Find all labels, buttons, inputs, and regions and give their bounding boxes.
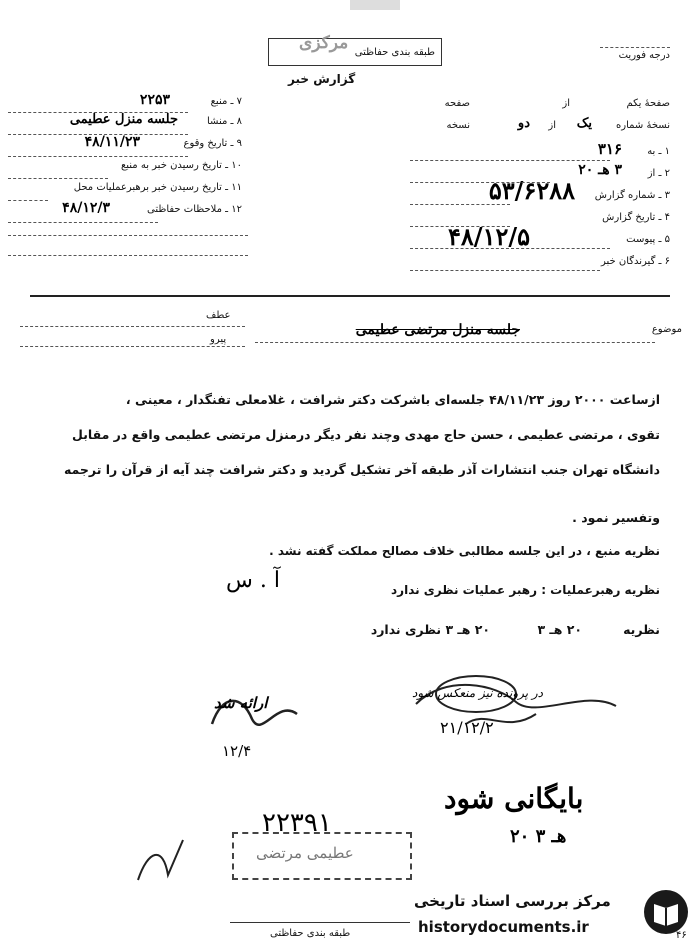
field-7-value: ۲۲۵۳: [139, 92, 170, 108]
final-opinion-code: ۲۰ هـ ۳: [537, 622, 582, 637]
right-line-3: [410, 204, 510, 205]
footer-separator: [230, 922, 410, 923]
top-smudge: [350, 0, 400, 10]
copy-info-row: [390, 116, 670, 134]
right-line-4: [410, 226, 510, 227]
left-fields: [0, 92, 250, 272]
field-1-value: ۳۱۶: [597, 140, 622, 158]
field-4-label: ۴ ـ تاریخ گزارش: [602, 212, 670, 223]
body-line-2: تقوی ، مرتضی عطیمی ، حسن حاج مهدی وچند نفر دیگر درمنزل مرتضی عطیمی واقع در مقابل: [72, 427, 660, 442]
classification-top: طبقه بندی حفاظتی: [354, 47, 435, 58]
left-line-5: [8, 200, 48, 201]
peyro-line: [20, 346, 245, 347]
left-line-8: [8, 255, 248, 256]
final-opinion-label: نظریه: [623, 622, 660, 637]
field-10-label: ۱۰ ـ تاریخ رسیدن خبر به منبع: [120, 160, 242, 171]
bottom-stamp-box: [232, 832, 412, 880]
urgency-label: درجه فوریت: [618, 50, 670, 61]
report-title: گزارش خبر: [288, 72, 356, 86]
copy-label: نسخهٔ شماره: [616, 120, 670, 131]
subject-line: [255, 342, 655, 343]
logo-url: historydocuments.ir: [418, 918, 589, 936]
left-line-7: [8, 235, 248, 236]
body-line-1: ازساعت ۲۰۰۰ روز ۴۸/۱۱/۲۳ جلسه‌ای باشرکت دکتر شرافت ، غلامعلی تفنگدار ، معینی ،: [125, 392, 660, 407]
bottom-stamp-text: عطیمی مرتضی: [256, 844, 354, 862]
left-line-2: [8, 134, 188, 135]
page-info-row: [390, 98, 670, 112]
signature-left: [202, 684, 312, 744]
main-separator: [30, 295, 670, 297]
field-8-value: جلسه منزل عطیمی: [69, 112, 178, 127]
signature-right-date: ۲۱/۱۲/۲: [440, 718, 494, 737]
archive-code: ۲۰ هـ ۳: [510, 826, 567, 847]
body-line-4: وتفسیر نمود .: [572, 510, 660, 525]
copy-total: دو: [517, 116, 530, 131]
footer-page-code: ۴۶: [676, 930, 687, 941]
urgency-line: [600, 47, 670, 48]
leader-opinion: نظریه رهبرعملیات : رهبر عملیات نظری ندارد: [391, 583, 660, 597]
archive-instruction: بایگانی شود: [444, 782, 584, 815]
page-word: صفحه: [444, 98, 470, 109]
right-line-1: [410, 160, 610, 161]
leader-handwriting: آ . س: [226, 568, 280, 593]
scribble-bottom-left: [128, 830, 198, 890]
signature-right-text: در پرونده نیز منعکس شود: [412, 686, 544, 700]
field-1-label: ۱ ـ به: [647, 146, 670, 157]
signature-left-text: ارائه شد: [214, 694, 268, 712]
source-opinion: نظریه منبع ، در این جلسه مطالبی خلاف مصالح مملکت گفته نشد .: [269, 544, 660, 558]
final-opinion-text: ۲۰ هـ ۳ نظری ندارد: [370, 622, 490, 637]
field-5-label: ۵ ـ پیوست: [626, 234, 670, 245]
peyro-label: پیرو: [210, 334, 227, 345]
field-8-label: ۸ ـ منشا: [206, 116, 242, 127]
page-of: از: [562, 98, 570, 109]
field-4-value: ۴۸/۱۲/۵: [448, 222, 530, 251]
field-2-value: ۳ هـ ۲۰: [578, 162, 622, 178]
body-line-3: دانشگاه تهران جنب انتشارات آذر طبقه آخر تشکیل گردید و دکتر شرافت چند آیه از قرآن را ترجمه: [63, 462, 660, 477]
field-6-label: ۶ ـ گیرندگان خبر: [600, 256, 670, 267]
left-line-6: [8, 222, 158, 223]
logo-book-icon: [642, 888, 690, 936]
field-2-label: ۲ ـ از: [647, 168, 670, 179]
right-line-2: [410, 182, 550, 183]
right-line-6: [410, 270, 600, 271]
signature-left-date: ۱۲/۴: [222, 742, 252, 760]
subject-value: جلسه منزل مرتضی عطیمی: [355, 322, 520, 338]
field-9-label: ۹ ـ تاریخ وقوع: [183, 138, 242, 149]
copy-value: یک: [576, 116, 592, 131]
atf-label: عطف: [206, 310, 231, 321]
copy-of: از: [548, 120, 556, 131]
bottom-handwritten-number: ۲۲۳۹۱: [262, 808, 332, 838]
logo-title: مرکز بررسی اسناد تاریخی: [414, 892, 611, 910]
left-line-3: [8, 156, 188, 157]
right-line-5: [410, 248, 610, 249]
field-7-label: ۷ ـ منبع: [210, 96, 242, 107]
field-9-value: ۴۸/۱۱/۲۳: [84, 134, 140, 150]
header-stamp: مرکزی: [299, 33, 349, 53]
field-12-label: ۱۲ ـ ملاحظات حفاظتی: [147, 204, 242, 215]
field-3-label: ۳ ـ شماره گزارش: [594, 190, 670, 201]
header-stamp-box: [268, 33, 442, 66]
field-11-label: ۱۱ ـ تاریخ رسیدن خبر برهبرعملیات محل: [73, 182, 242, 193]
field-3-value: ۵۳/۶۲۸۸: [488, 176, 575, 205]
logo-watermark: [406, 886, 692, 948]
copy-word: نسخه: [446, 120, 470, 131]
field-12-value: ۴۸/۱۲/۳: [62, 200, 110, 216]
subject-label: موضوع: [651, 324, 682, 335]
atf-line: [20, 326, 245, 327]
left-line-4: [8, 178, 108, 179]
footer-classification: طبقه بندی حفاظتی: [270, 928, 351, 939]
page-label: صفحهٔ یکم: [626, 98, 670, 109]
left-line-1: [8, 112, 188, 113]
